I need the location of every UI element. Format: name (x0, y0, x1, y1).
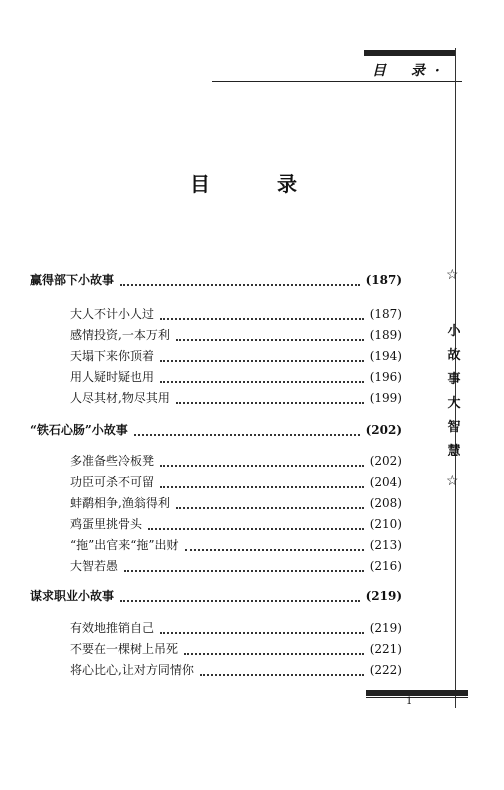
leader-dots (160, 372, 364, 383)
toc-entry[interactable] (70, 557, 402, 575)
spine-char: 慧 (447, 444, 461, 459)
toc-entry[interactable] (70, 661, 402, 679)
toc-page: (189) (369, 328, 402, 342)
toc-label: “铁石心肠”小故事 (30, 423, 128, 437)
toc-label: 天塌下来你顶着 (70, 349, 155, 363)
leader-dots (176, 498, 364, 509)
toc-entry[interactable] (70, 347, 402, 365)
toc-page: (208) (369, 496, 402, 510)
toc-label: 人尽其材,物尽其用 (70, 391, 170, 405)
toc-page: (210) (369, 517, 402, 531)
toc-label: 不要在一棵树上吊死 (70, 642, 179, 656)
leader-dots (184, 644, 364, 655)
toc-section[interactable] (30, 587, 402, 605)
spine-char: 小 (447, 324, 461, 339)
toc-page: (196) (369, 370, 402, 384)
toc-label: 用人疑时疑也用 (70, 370, 155, 384)
toc-label: 蚌鹬相争,渔翁得利 (70, 496, 170, 510)
toc-entry[interactable] (70, 494, 402, 512)
toc-page: (216) (369, 559, 402, 573)
toc-page: (187) (369, 307, 402, 321)
toc-page: (222) (369, 663, 402, 677)
toc-page: (187) (365, 273, 402, 287)
toc-label: 将心比心,让对方同情你 (70, 663, 194, 677)
leader-dots (160, 456, 364, 467)
toc-entry[interactable] (70, 473, 402, 491)
leader-dots (120, 591, 360, 602)
toc-page: (219) (369, 621, 402, 635)
spine-title (446, 320, 462, 464)
toc-label: 赢得部下小故事 (30, 273, 115, 287)
toc-page: (202) (365, 423, 402, 437)
toc-page: (202) (369, 454, 402, 468)
toc-entry[interactable] (70, 452, 402, 470)
toc-entry[interactable] (70, 305, 402, 323)
toc-entry[interactable] (70, 640, 402, 658)
toc-entry[interactable] (70, 368, 402, 386)
toc-label: 有效地推销自己 (70, 621, 155, 635)
toc-entry[interactable] (70, 536, 402, 554)
leader-dots (120, 275, 360, 286)
spine-char: 智 (447, 420, 461, 435)
spine-char: 事 (447, 372, 461, 387)
toc-label: 感情投资,一本万利 (70, 328, 170, 342)
leader-dots (160, 309, 364, 320)
leader-dots (176, 393, 364, 404)
footer-rule-line (366, 697, 468, 698)
leader-dots (185, 540, 364, 551)
toc-page: (219) (365, 589, 402, 603)
toc-page: (221) (369, 642, 402, 656)
spine-char: 故 (447, 348, 461, 363)
leader-dots (176, 330, 364, 341)
running-title: 目 录· (372, 63, 450, 79)
leader-dots (124, 561, 364, 572)
toc-label: 鸡蛋里挑骨头 (70, 517, 143, 531)
toc-page: (194) (369, 349, 402, 363)
header-rule-line (212, 81, 462, 82)
toc-label: 多准备些冷板凳 (70, 454, 155, 468)
toc-label: 功臣可杀不可留 (70, 475, 155, 489)
page-number: 1 (406, 696, 413, 707)
toc-section[interactable] (30, 421, 402, 439)
toc-label: 大人不计小人过 (70, 307, 155, 321)
footer-rule-bar (366, 690, 468, 696)
leader-dots (148, 519, 364, 530)
star-icon: ☆ (446, 267, 459, 283)
toc-entry[interactable] (70, 619, 402, 637)
page-title: 目 录 (190, 172, 327, 196)
header-rule-bar (364, 50, 456, 56)
star-icon: ☆ (446, 473, 459, 489)
leader-dots (200, 665, 364, 676)
toc-section[interactable] (30, 271, 402, 289)
toc-page: (204) (369, 475, 402, 489)
toc-label: “拖”出官来“拖”出财 (70, 538, 179, 552)
toc-label: 谋求职业小故事 (30, 589, 115, 603)
leader-dots (160, 623, 364, 634)
toc-entry[interactable] (70, 389, 402, 407)
leader-dots (160, 351, 364, 362)
toc-entry[interactable] (70, 326, 402, 344)
toc-page: (199) (369, 391, 402, 405)
toc-page: (213) (369, 538, 402, 552)
leader-dots (134, 425, 360, 436)
leader-dots (160, 477, 364, 488)
toc-entry[interactable] (70, 515, 402, 533)
toc-label: 大智若愚 (70, 559, 119, 573)
spine-char: 大 (447, 396, 461, 411)
